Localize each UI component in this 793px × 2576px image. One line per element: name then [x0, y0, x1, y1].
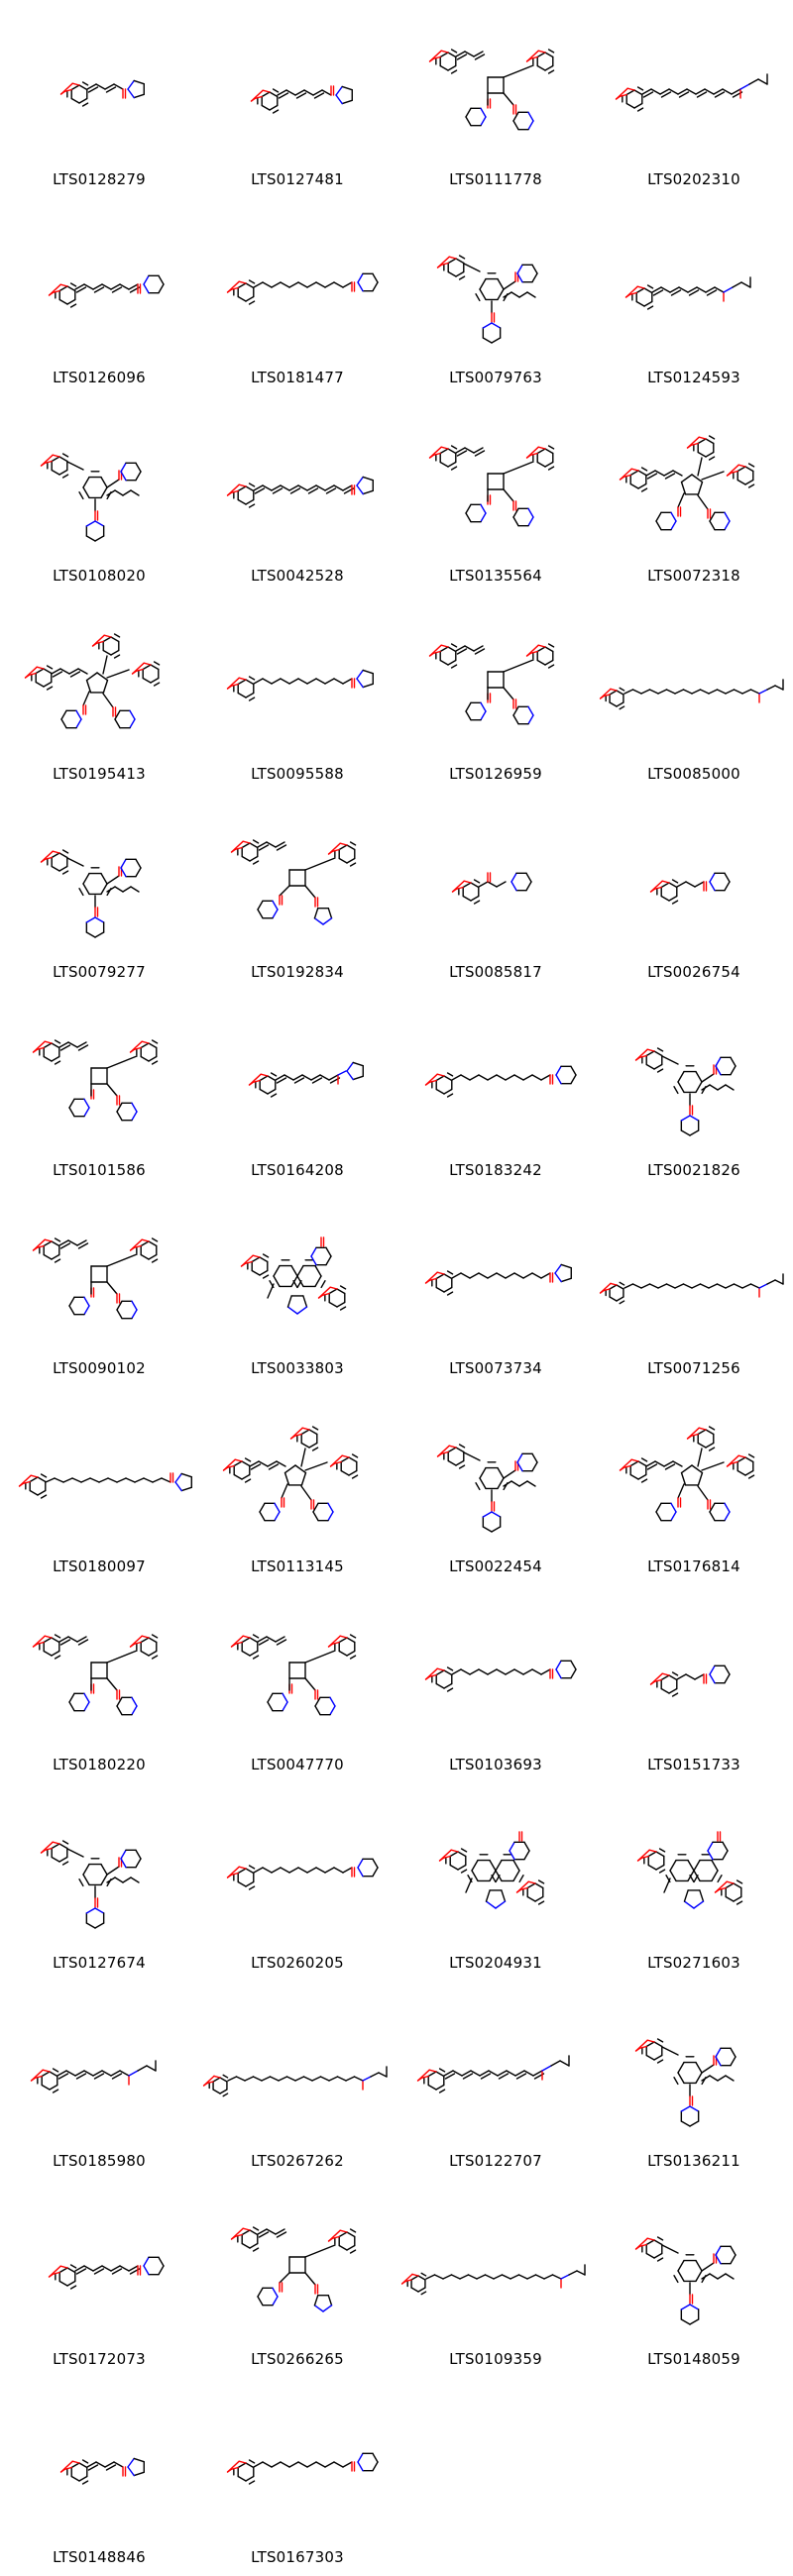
molecule-structure	[396, 1585, 595, 1783]
molecule-id-label: LTS0090102	[53, 1359, 146, 1377]
molecule-id-label: LTS0204931	[449, 1954, 542, 1972]
molecule-cell	[396, 198, 595, 396]
molecule-id-label: LTS0172073	[53, 2350, 146, 2368]
molecule-cell	[198, 396, 396, 594]
molecule-structure	[396, 1982, 595, 2180]
molecule-cell	[595, 1387, 793, 1585]
molecule-cell	[0, 1982, 198, 2180]
molecule-id-label: LTS0021826	[647, 1161, 740, 1179]
molecule-cell	[0, 396, 198, 594]
molecule-structure	[0, 1387, 198, 1585]
molecule-cell	[595, 396, 793, 594]
molecule-structure	[0, 1189, 198, 1387]
molecule-id-label: LTS0192834	[251, 963, 344, 981]
molecule-id-label: LTS0095588	[251, 765, 344, 783]
molecule-id-label: LTS0167303	[251, 2548, 344, 2566]
molecule-id-label: LTS0103693	[449, 1756, 542, 1773]
molecule-cell	[396, 793, 595, 991]
molecule-cell	[198, 0, 396, 198]
molecule-id-label: LTS0185980	[53, 2152, 146, 2170]
molecule-structure	[595, 793, 793, 991]
molecule-structure	[198, 1783, 396, 1982]
molecule-id-label: LTS0135564	[449, 567, 542, 585]
molecule-cell	[0, 594, 198, 793]
molecule-structure	[595, 991, 793, 1189]
molecule-id-label: LTS0136211	[647, 2152, 740, 2170]
molecule-id-label: LTS0180220	[53, 1756, 146, 1773]
molecule-structure	[595, 1585, 793, 1783]
molecule-cell	[0, 991, 198, 1189]
molecule-structure	[595, 1387, 793, 1585]
molecule-id-label: LTS0180097	[53, 1557, 146, 1575]
molecule-id-label: LTS0266265	[251, 2350, 344, 2368]
molecule-structure	[0, 396, 198, 594]
molecule-id-label: LTS0072318	[647, 567, 740, 585]
molecule-structure	[0, 1585, 198, 1783]
molecule-structure	[198, 793, 396, 991]
molecule-cell	[396, 1783, 595, 1982]
molecule-cell	[198, 1189, 396, 1387]
molecule-id-label: LTS0113145	[251, 1557, 344, 1575]
molecule-structure	[595, 198, 793, 396]
molecule-cell	[396, 0, 595, 198]
molecule-structure	[198, 1387, 396, 1585]
molecule-cell	[595, 1982, 793, 2180]
molecule-structure	[595, 2180, 793, 2378]
molecule-structure	[198, 0, 396, 198]
molecule-cell	[595, 594, 793, 793]
molecule-cell	[198, 1585, 396, 1783]
molecule-structure	[0, 0, 198, 198]
molecule-cell	[595, 1189, 793, 1387]
molecule-id-label: LTS0109359	[449, 2350, 542, 2368]
molecule-structure	[198, 2180, 396, 2378]
molecule-cell	[396, 396, 595, 594]
molecule-structure	[0, 2180, 198, 2378]
molecule-cell	[198, 1783, 396, 1982]
molecule-cell	[396, 594, 595, 793]
molecule-structure	[396, 198, 595, 396]
molecule-structure	[396, 793, 595, 991]
molecule-cell	[0, 793, 198, 991]
molecule-cell	[198, 793, 396, 991]
molecule-cell	[0, 1783, 198, 1982]
molecule-id-label: LTS0124593	[647, 369, 740, 386]
molecule-structure	[198, 991, 396, 1189]
molecule-structure	[198, 1585, 396, 1783]
molecule-id-label: LTS0022454	[449, 1557, 542, 1575]
molecule-structure	[198, 594, 396, 793]
molecule-cell	[396, 1387, 595, 1585]
molecule-structure	[396, 1783, 595, 1982]
molecule-id-label: LTS0127481	[251, 170, 344, 188]
molecule-structure	[396, 396, 595, 594]
molecule-cell	[0, 1585, 198, 1783]
molecule-id-label: LTS0033803	[251, 1359, 344, 1377]
molecule-id-label: LTS0202310	[647, 170, 740, 188]
molecule-id-label: LTS0148059	[647, 2350, 740, 2368]
molecule-cell	[396, 991, 595, 1189]
molecule-id-label: LTS0151733	[647, 1756, 740, 1773]
molecule-structure	[0, 594, 198, 793]
molecule-structure	[396, 991, 595, 1189]
molecule-id-label: LTS0195413	[53, 765, 146, 783]
molecule-cell	[0, 0, 198, 198]
molecule-id-label: LTS0271603	[647, 1954, 740, 1972]
molecule-structure	[0, 2378, 198, 2576]
molecule-id-label: LTS0085000	[647, 765, 740, 783]
molecule-cell	[595, 793, 793, 991]
molecule-cell	[0, 2378, 198, 2576]
molecule-structure	[0, 1982, 198, 2180]
molecule-structure	[198, 1982, 396, 2180]
molecule-id-label: LTS0122707	[449, 2152, 542, 2170]
molecule-structure	[198, 1189, 396, 1387]
molecule-cell	[198, 1387, 396, 1585]
molecule-cell	[595, 0, 793, 198]
molecule-cell	[0, 1387, 198, 1585]
molecule-structure	[0, 198, 198, 396]
molecule-id-label: LTS0073734	[449, 1359, 542, 1377]
molecule-cell	[198, 991, 396, 1189]
molecule-cell	[595, 1783, 793, 1982]
molecule-id-label: LTS0026754	[647, 963, 740, 981]
molecule-id-label: LTS0108020	[53, 567, 146, 585]
molecule-id-label: LTS0176814	[647, 1557, 740, 1575]
molecule-structure	[0, 793, 198, 991]
molecule-id-label: LTS0181477	[251, 369, 344, 386]
molecule-cell	[198, 2180, 396, 2378]
molecule-cell	[595, 991, 793, 1189]
molecule-structure	[595, 1189, 793, 1387]
molecule-structure	[198, 198, 396, 396]
molecule-cell	[0, 2180, 198, 2378]
molecule-cell	[0, 198, 198, 396]
molecule-cell	[595, 198, 793, 396]
molecule-id-label: LTS0148846	[53, 2548, 146, 2566]
molecule-id-label: LTS0260205	[251, 1954, 344, 1972]
molecule-id-label: LTS0111778	[449, 170, 542, 188]
molecule-id-label: LTS0183242	[449, 1161, 542, 1179]
molecule-structure	[396, 0, 595, 198]
molecule-structure	[396, 1387, 595, 1585]
molecule-cell	[396, 1982, 595, 2180]
molecule-structure	[198, 2378, 396, 2576]
molecule-cell	[0, 1189, 198, 1387]
molecule-cell	[396, 1585, 595, 1783]
molecule-id-label: LTS0128279	[53, 170, 146, 188]
molecule-cell	[198, 2378, 396, 2576]
molecule-id-label: LTS0071256	[647, 1359, 740, 1377]
molecule-cell	[198, 1982, 396, 2180]
molecule-id-label: LTS0047770	[251, 1756, 344, 1773]
molecule-id-label: LTS0101586	[53, 1161, 146, 1179]
molecule-structure	[198, 396, 396, 594]
molecule-structure	[396, 594, 595, 793]
molecule-structure	[595, 1982, 793, 2180]
molecule-cell	[595, 2180, 793, 2378]
molecule-id-label: LTS0127674	[53, 1954, 146, 1972]
molecule-cell	[595, 1585, 793, 1783]
molecule-cell	[198, 594, 396, 793]
molecule-id-label: LTS0079763	[449, 369, 542, 386]
molecule-structure	[0, 991, 198, 1189]
molecule-id-label: LTS0085817	[449, 963, 542, 981]
molecule-structure	[396, 1189, 595, 1387]
molecule-id-label: LTS0164208	[251, 1161, 344, 1179]
molecule-structure	[396, 2180, 595, 2378]
molecule-structure	[595, 396, 793, 594]
molecule-id-label: LTS0126959	[449, 765, 542, 783]
molecule-structure	[0, 1783, 198, 1982]
molecule-structure	[595, 594, 793, 793]
molecule-cell	[198, 198, 396, 396]
molecule-structure	[595, 0, 793, 198]
molecule-cell	[396, 2180, 595, 2378]
molecule-cell	[396, 1189, 595, 1387]
molecule-id-label: LTS0267262	[251, 2152, 344, 2170]
molecule-id-label: LTS0126096	[53, 369, 146, 386]
molecule-id-label: LTS0079277	[53, 963, 146, 981]
molecule-structure	[595, 1783, 793, 1982]
molecule-id-label: LTS0042528	[251, 567, 344, 585]
